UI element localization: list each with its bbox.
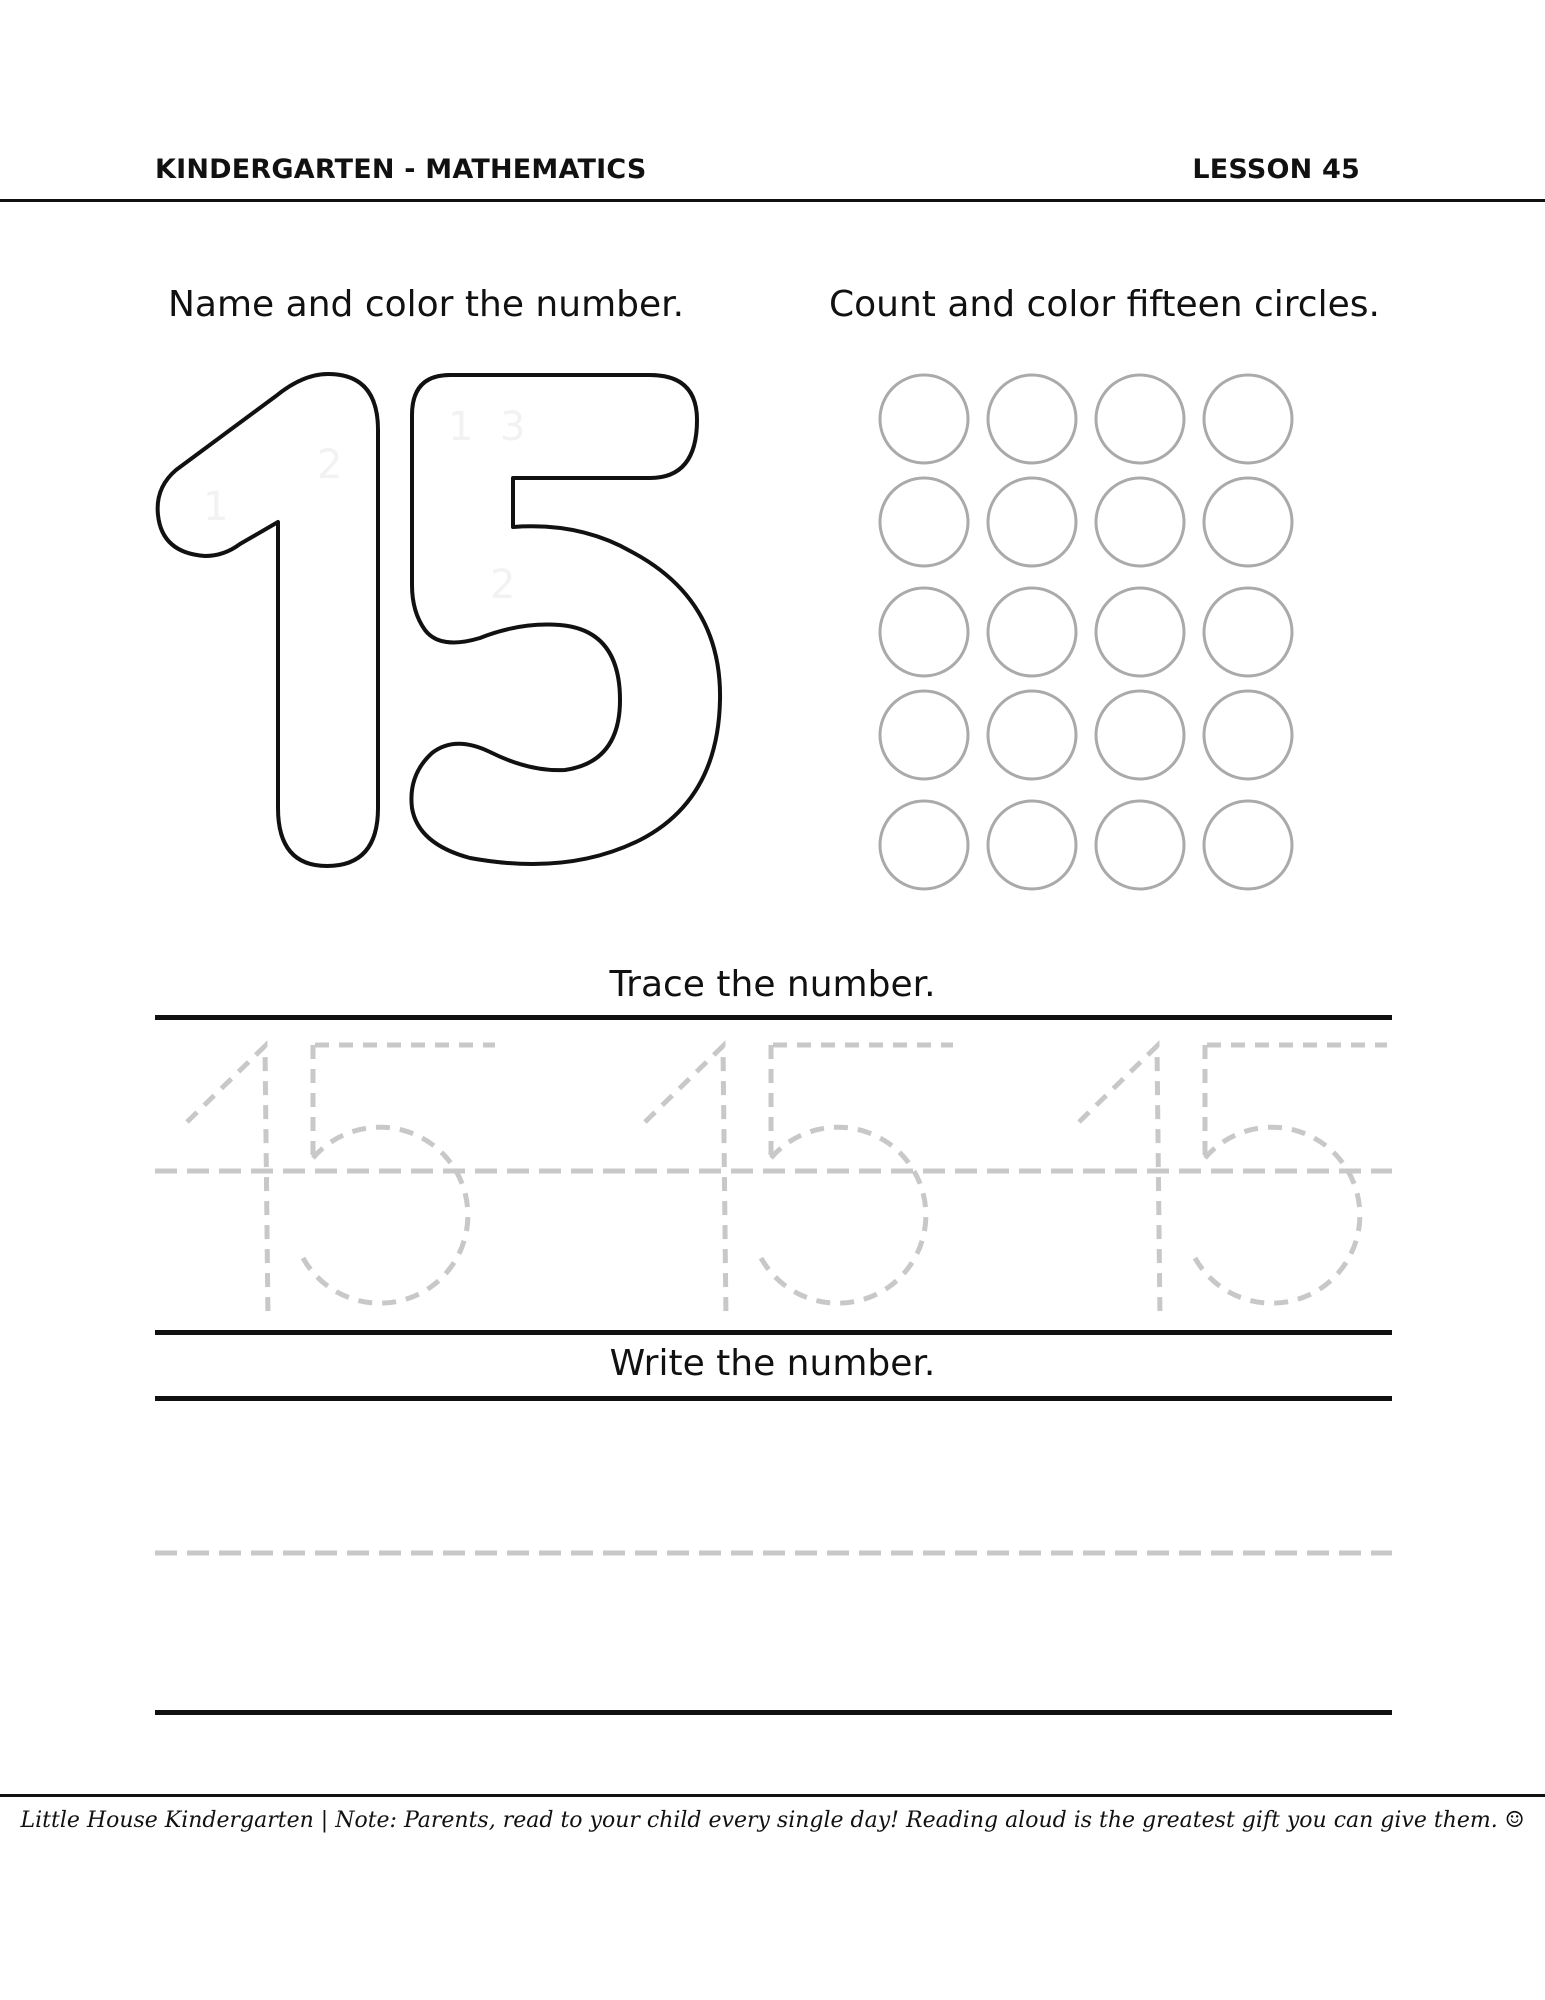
stroke-hint-3: 1 <box>448 404 474 450</box>
stroke-hint-2: 2 <box>317 442 343 488</box>
lesson-number: LESSON 45 <box>1192 154 1360 185</box>
footer-note: Little House Kindergarten | Note: Parents, read to your child every single day! Reading aloud is the greatest gift you can give them. ☺ <box>20 1808 1525 1833</box>
course-title: KINDERGARTEN - MATHEMATICS <box>155 154 647 185</box>
count-color-instruction: Count and color fifteen circles. <box>829 284 1380 325</box>
trace-instruction: Trace the number. <box>609 964 936 1005</box>
write-bottom-line[interactable] <box>155 1710 1392 1715</box>
stroke-hint-4: 3 <box>500 404 526 450</box>
footer-divider <box>0 1794 1545 1797</box>
stroke-hint-5: 2 <box>490 562 516 608</box>
stroke-hint-1: 1 <box>203 484 229 530</box>
write-instruction: Write the number. <box>609 1343 936 1384</box>
name-color-instruction: Name and color the number. <box>168 284 685 325</box>
